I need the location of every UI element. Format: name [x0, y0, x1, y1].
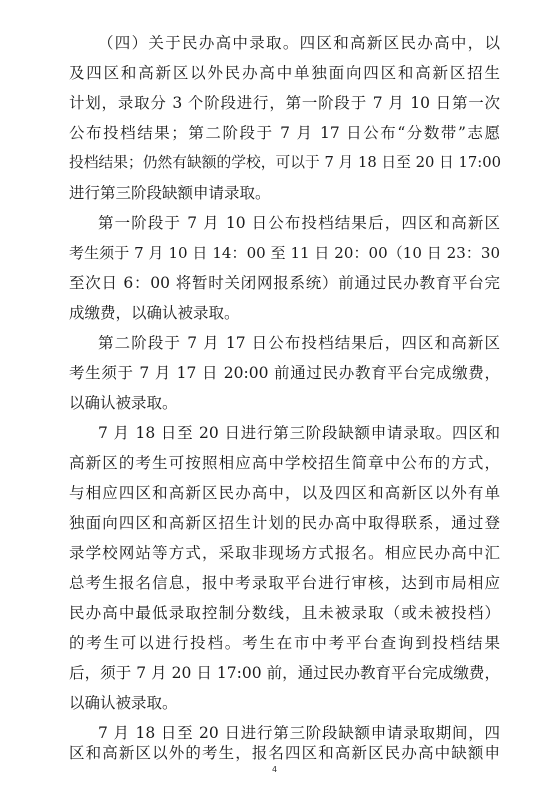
- paragraph-1-line-4: 公布投档结果；第二阶段于 7 月 17 日公布“分数带”志愿: [69, 124, 500, 142]
- paragraph-2-line-4: 成缴费，以确认被录取。: [69, 304, 240, 322]
- paragraph-4-line-7: 民办高中最低录取控制分数线，且未被录取（或未被投档）: [69, 604, 500, 622]
- paragraph-2-line-2: 考生须于 7 月 10 日 14：00 至 11 日 20：00（10 日 23：30: [69, 244, 500, 262]
- paragraph-1-line-5: 投档结果；仍然有缺额的学校，可以于 7 月 18 日至 20 日 17:00: [69, 154, 501, 171]
- paragraph-4-line-5: 录学校网站等方式，采取非现场方式报名。相应民办高中汇: [69, 544, 500, 562]
- paragraph-1-line-6: 进行第三阶段缺额申请录取。: [69, 184, 271, 202]
- paragraph-2-line-1: 第一阶段于 7 月 10 日公布投档结果后，四区和高新区: [98, 214, 500, 232]
- paragraph-1-line-2: 及四区和高新区以外民办高中单独面向四区和高新区招生: [69, 64, 500, 82]
- paragraph-3-line-3: 以确认被录取。: [69, 394, 178, 412]
- paragraph-2-line-3: 至次日 6：00 将暂时关闭网报系统）前通过民办教育平台完: [69, 274, 500, 292]
- paragraph-4-line-8: 的考生可以进行投档。考生在市中考平台查询到投档结果: [69, 634, 500, 652]
- page-number: 4: [271, 765, 278, 774]
- paragraph-4-line-2: 高新区的考生可按照相应高中学校招生简章中公布的方式，: [69, 454, 500, 472]
- paragraph-4-line-3: 与相应四区和高新区民办高中，以及四区和高新区以外有单: [69, 484, 500, 502]
- paragraph-4-line-10: 以确认被录取。: [69, 694, 178, 712]
- paragraph-3-line-2: 考生须于 7 月 17 日 20:00 前通过民办教育平台完成缴费，: [69, 364, 500, 382]
- paragraph-1-line-3: 计划，录取分 3 个阶段进行，第一阶段于 7 月 10 日第一次: [69, 94, 500, 112]
- paragraph-4-line-6: 总考生报名信息，报中考录取平台进行审核，达到市局相应: [69, 574, 500, 592]
- paragraph-5-line-1: 7 月 18 日至 20 日进行第三阶段缺额申请录取期间，四: [98, 724, 500, 742]
- paragraph-4-line-4: 独面向四区和高新区招生计划的民办高中取得联系，通过登: [69, 514, 500, 532]
- paragraph-5-line-2: 区和高新区以外的考生，报名四区和高新区民办高中缺额申: [69, 744, 500, 762]
- paragraph-4-line-1: 7 月 18 日至 20 日进行第三阶段缺额申请录取。四区和: [98, 424, 500, 442]
- paragraph-3-line-1: 第二阶段于 7 月 17 日公布投档结果后，四区和高新区: [98, 334, 500, 352]
- paragraph-1-line-1: （四）关于民办高中录取。四区和高新区民办高中，以: [98, 34, 500, 52]
- paragraph-4-line-9: 后，须于 7 月 20 日 17:00 前，通过民办教育平台完成缴费，: [69, 664, 500, 682]
